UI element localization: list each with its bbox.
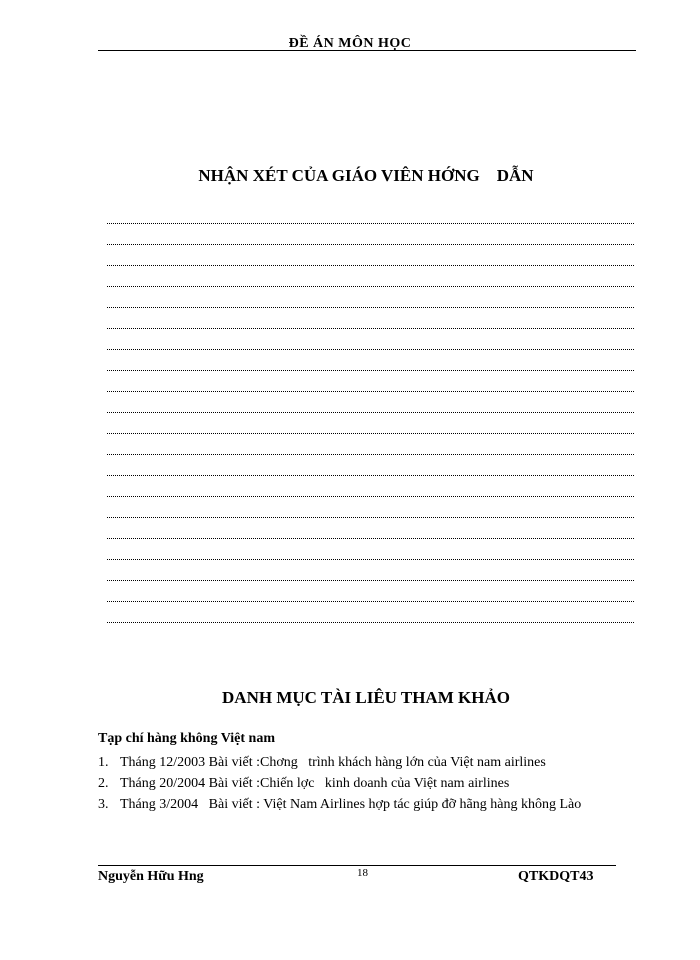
list-item-text: Tháng 12/2003 Bài viết :Chơng trình khách hàng lớn của Việt nam airlines xyxy=(120,755,546,770)
dotted-line xyxy=(107,332,634,353)
dotted-line xyxy=(107,563,634,584)
dotted-line xyxy=(107,521,634,542)
list-item xyxy=(98,752,643,773)
dotted-line xyxy=(107,206,634,227)
references-source: Tạp chí hàng không Việt nam xyxy=(98,731,275,746)
dotted-line xyxy=(107,500,634,521)
references-heading: DANH MỤC TÀI LIÊU THAM KHẢO xyxy=(222,688,510,707)
list-item xyxy=(98,773,643,794)
dotted-line xyxy=(107,542,634,563)
references-list xyxy=(98,752,643,815)
dotted-line xyxy=(107,353,634,374)
list-item-number: 3. xyxy=(98,797,109,812)
dotted-line xyxy=(107,605,634,626)
comments-heading: NHẬN XÉT CỦA GIÁO VIÊN HỚNG DẪN xyxy=(198,166,534,185)
list-item xyxy=(98,794,643,815)
dotted-line xyxy=(107,437,634,458)
dotted-line xyxy=(107,479,634,500)
dotted-line xyxy=(107,269,634,290)
list-item-number: 1. xyxy=(98,755,109,770)
dotted-line xyxy=(107,227,634,248)
dotted-line xyxy=(107,458,634,479)
list-item-number: 2. xyxy=(98,776,109,791)
dotted-line xyxy=(107,290,634,311)
page-number: 18 xyxy=(357,867,368,879)
dotted-line xyxy=(107,395,634,416)
dotted-line xyxy=(107,584,634,605)
comment-dotted-lines xyxy=(107,206,634,626)
header-title: ĐỀ ÁN MÔN HỌC xyxy=(288,36,412,51)
dotted-line xyxy=(107,311,634,332)
list-item-text: Tháng 20/2004 Bài viết :Chiến lợc kinh doanh của Việt nam airlines xyxy=(120,776,510,791)
list-item-text: Tháng 3/2004 Bài viết : Việt Nam Airlines hợp tác giúp đỡ hãng hàng không Lào xyxy=(120,797,582,812)
dotted-line xyxy=(107,416,634,437)
header-rule xyxy=(98,50,636,51)
dotted-line xyxy=(107,374,634,395)
footer-course-code: QTKDQT43 xyxy=(518,869,594,884)
footer-author: Nguyễn Hữu Hng xyxy=(98,869,204,884)
footer-rule xyxy=(98,865,616,866)
dotted-line xyxy=(107,248,634,269)
